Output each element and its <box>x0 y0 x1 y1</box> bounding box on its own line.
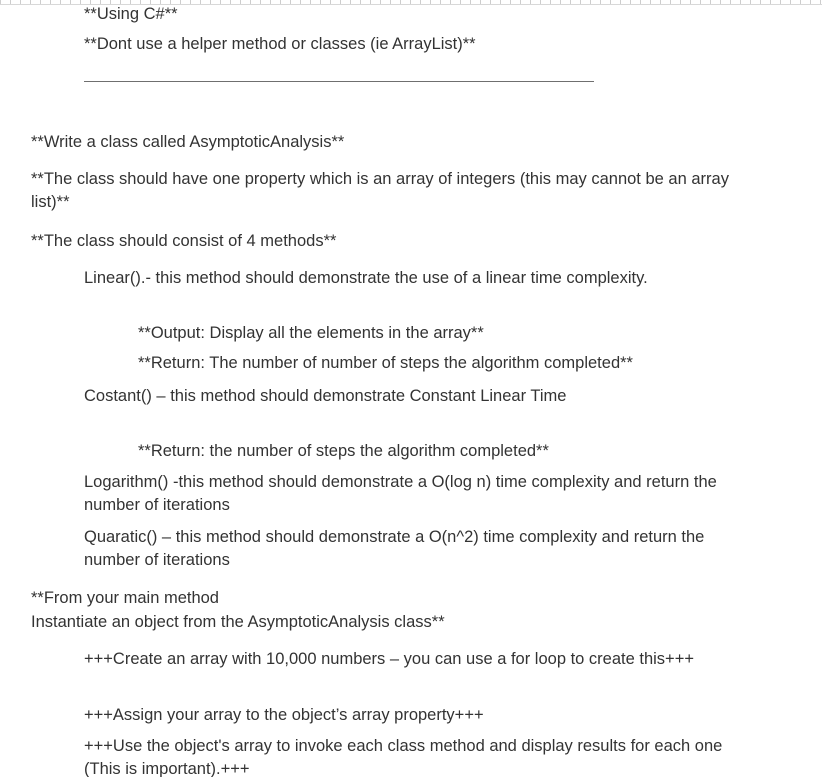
constant-return-line: **Return: the number of steps the algorithm completed** <box>138 442 549 460</box>
linear-return-line: **Return: The number of number of steps the algorithm completed** <box>138 354 633 372</box>
linear-output-line: **Output: Display all the elements in the array** <box>138 324 484 342</box>
assign-array-line: +++Assign your array to the object’s array property+++ <box>84 706 484 724</box>
write-class-line: **Write a class called AsymptoticAnalysis** <box>31 133 345 151</box>
create-array-paragraph: +++Create an array with 10,000 numbers – you can use a for loop to create this+++ <box>84 650 694 668</box>
linear-method-line: Linear().- this method should demonstrate the use of a linear time complexity. <box>84 269 648 287</box>
from-main-line: **From your main method <box>31 589 219 607</box>
methods-count-line: **The class should consist of 4 methods** <box>31 232 337 250</box>
logarithm-method-paragraph: Logarithm() -this method should demonstrate a O(log n) time complexity and return the number of iterations <box>84 473 717 514</box>
horizontal-divider <box>84 81 594 82</box>
constant-method-line: Costant() – this method should demonstrate Constant Linear Time <box>84 387 567 405</box>
using-csharp-line: **Using C#** <box>84 5 178 23</box>
property-paragraph: **The class should have one property which is an array of integers (this may cannot be an array list)** <box>31 170 729 211</box>
no-helper-line: **Dont use a helper method or classes (ie ArrayList)** <box>84 35 476 53</box>
instantiate-line: Instantiate an object from the AsymptoticAnalysis class** <box>31 613 445 631</box>
invoke-methods-paragraph: +++Use the object's array to invoke each class method and display results for each one (This is important).+++ <box>84 737 723 777</box>
quadratic-method-paragraph: Quaratic() – this method should demonstrate a O(n^2) time complexity and return the number of iterations <box>84 528 705 569</box>
